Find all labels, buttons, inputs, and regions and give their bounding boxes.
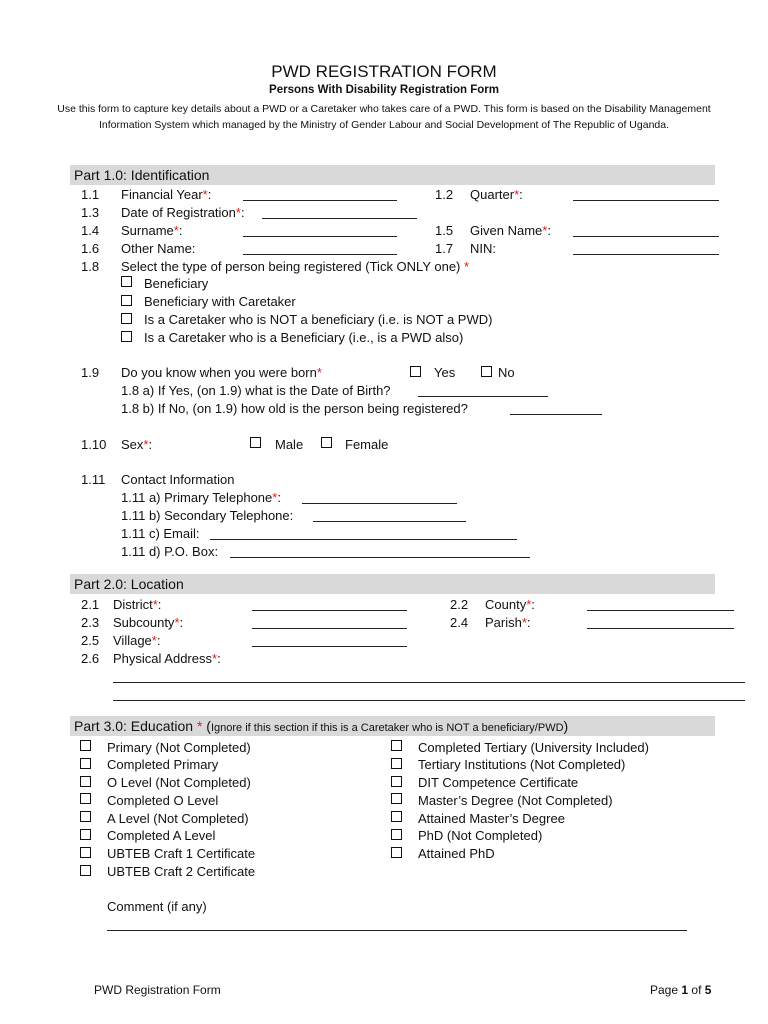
age-label: 1.8 b) If No, (on 1.9) how old is the person being registered? <box>121 401 468 416</box>
field-number: 1.4 <box>81 223 100 238</box>
field-number: 2.6 <box>81 651 100 666</box>
checkbox[interactable] <box>80 829 91 840</box>
checkbox[interactable] <box>80 865 91 876</box>
sex-label: Sex*: <box>121 437 153 452</box>
financial-year-label: Financial Year*: <box>121 187 212 202</box>
county-label: County*: <box>485 597 535 612</box>
parish-label: Parish*: <box>485 615 531 630</box>
checkbox[interactable] <box>121 313 132 324</box>
dob-label: 1.8 a) If Yes, (on 1.9) what is the Date of Birth? <box>121 383 391 398</box>
other-name-label: Other Name: <box>121 241 196 256</box>
checkbox[interactable] <box>80 776 91 787</box>
financial-year-field[interactable] <box>243 188 397 201</box>
physical-address-field[interactable] <box>113 688 745 701</box>
district-field[interactable] <box>252 598 407 611</box>
person-type-option: Beneficiary with Caretaker <box>144 294 296 309</box>
comment-field[interactable] <box>107 918 687 931</box>
education-option: DIT Competence Certificate <box>418 775 579 790</box>
male-label: Male <box>275 437 304 452</box>
yes-label: Yes <box>434 365 456 380</box>
comment-label: Comment (if any) <box>107 899 207 914</box>
dob-field[interactable] <box>418 384 548 397</box>
registration-date-field[interactable] <box>262 206 417 219</box>
person-type-option: Beneficiary <box>144 276 209 291</box>
form-subtitle: Persons With Disability Registration Form <box>269 84 499 96</box>
field-number: 2.3 <box>81 615 100 630</box>
section-bar-location <box>70 574 715 594</box>
village-label: Village*: <box>113 633 161 648</box>
field-number: 1.5 <box>435 223 454 238</box>
section-title-location: Part 2.0: Location <box>74 576 184 592</box>
field-number: 1.3 <box>81 205 100 220</box>
primary-phone-field[interactable] <box>302 491 457 504</box>
po-box-field[interactable] <box>230 545 530 558</box>
education-option: O Level (Not Completed) <box>107 775 251 790</box>
checkbox[interactable] <box>391 847 402 858</box>
education-option: Attained PhD <box>418 846 495 861</box>
secondary-phone-field[interactable] <box>313 509 466 522</box>
education-option: PhD (Not Completed) <box>418 828 543 843</box>
know-birth-label: Do you know when you were born* <box>121 365 322 380</box>
field-number: 1.2 <box>435 187 454 202</box>
education-option: Completed A Level <box>107 828 216 843</box>
education-option: UBTEB Craft 1 Certificate <box>107 846 256 861</box>
checkbox[interactable] <box>121 295 132 306</box>
female-label: Female <box>345 437 389 452</box>
field-number: 1.6 <box>81 241 100 256</box>
education-option: Attained Master’s Degree <box>418 811 565 826</box>
field-number: 2.4 <box>450 615 469 630</box>
checkbox[interactable] <box>391 829 402 840</box>
education-option: A Level (Not Completed) <box>107 811 249 826</box>
education-option: Completed Primary <box>107 757 219 772</box>
education-option: Tertiary Institutions (Not Completed) <box>418 757 626 772</box>
section-bar-identification <box>70 165 715 185</box>
checkbox[interactable] <box>80 811 91 822</box>
checkbox[interactable] <box>391 776 402 787</box>
surname-field[interactable] <box>243 224 397 237</box>
po-box-label: 1.11 d) P.O. Box: <box>121 544 219 559</box>
age-field[interactable] <box>510 402 602 415</box>
section-note: Ignore if this section if this is a Caretaker who is NOT a beneficiary/PWD <box>210 722 564 734</box>
parish-field[interactable] <box>587 616 734 629</box>
checkbox[interactable] <box>80 847 91 858</box>
quarter-field[interactable] <box>573 188 719 201</box>
no-checkbox[interactable] <box>481 366 492 377</box>
section-title-identification: Part 1.0: Identification <box>74 167 210 183</box>
subcounty-label: Subcounty*: <box>113 615 184 630</box>
primary-phone-label: 1.11 a) Primary Telephone*: <box>121 490 281 505</box>
surname-label: Surname*: <box>121 223 183 238</box>
nin-field[interactable] <box>573 242 719 255</box>
form-intro: Use this form to capture key details about a PWD or a Caretaker who takes care of a PWD. This form is based on the Disability Management Information System which managed by the Ministry of Gender Labour and Social Development of The Republic of Uganda. <box>57 103 711 131</box>
other-name-field[interactable] <box>243 242 397 255</box>
no-label: No <box>498 365 515 380</box>
county-field[interactable] <box>587 598 734 611</box>
secondary-phone-label: 1.11 b) Secondary Telephone: <box>121 508 294 523</box>
registration-date-label: Date of Registration*: <box>121 205 245 220</box>
person-type-label: Select the type of person being registered (Tick ONLY one) * <box>121 259 470 274</box>
education-option: Master’s Degree (Not Completed) <box>418 793 613 808</box>
subcounty-field[interactable] <box>252 616 407 629</box>
education-option: Primary (Not Completed) <box>107 740 251 755</box>
checkbox[interactable] <box>121 276 132 287</box>
given-name-label: Given Name*: <box>470 223 551 238</box>
physical-address-label: Physical Address*: <box>113 651 221 666</box>
checkbox[interactable] <box>391 740 402 751</box>
checkbox[interactable] <box>80 740 91 751</box>
nin-label: NIN: <box>470 241 496 256</box>
field-number: 2.1 <box>81 597 100 612</box>
quarter-label: Quarter*: <box>470 187 523 202</box>
checkbox[interactable] <box>121 331 132 342</box>
checkbox[interactable] <box>391 793 402 804</box>
person-type-option: Is a Caretaker who is a Beneficiary (i.e., is a PWD also) <box>144 330 464 345</box>
email-field[interactable] <box>210 527 517 540</box>
physical-address-field[interactable] <box>113 670 745 683</box>
section-bar-education <box>70 716 715 736</box>
person-type-option: Is a Caretaker who is NOT a beneficiary (i.e. is NOT a PWD) <box>144 312 493 327</box>
education-option: Completed Tertiary (University Included) <box>418 740 649 755</box>
field-number: 1.11 <box>81 472 106 487</box>
yes-checkbox[interactable] <box>410 366 421 377</box>
education-option: Completed O Level <box>107 793 219 808</box>
checkbox[interactable] <box>80 793 91 804</box>
contact-info-label: Contact Information <box>121 472 235 487</box>
district-label: District*: <box>113 597 162 612</box>
village-field[interactable] <box>252 634 407 647</box>
email-label: 1.11 c) Email: <box>121 526 200 541</box>
footer-title: PWD Registration Form <box>94 983 221 997</box>
checkbox[interactable] <box>391 811 402 822</box>
form-title: PWD REGISTRATION FORM <box>271 62 497 81</box>
field-number: 1.10 <box>81 437 107 452</box>
field-number: 1.1 <box>81 187 100 202</box>
given-name-field[interactable] <box>573 224 719 237</box>
field-number: 2.5 <box>81 633 100 648</box>
female-checkbox[interactable] <box>321 437 332 448</box>
field-number: 1.7 <box>435 241 454 256</box>
checkbox[interactable] <box>80 758 91 769</box>
field-number: 1.9 <box>81 365 100 380</box>
field-number: 2.2 <box>450 597 469 612</box>
education-option: UBTEB Craft 2 Certificate <box>107 864 256 879</box>
page-indicator: Page 1 of 5 <box>650 983 712 997</box>
checkbox[interactable] <box>391 758 402 769</box>
section-title-education: Part 3.0: Education * (Ignore if this section if this is a Caretaker who is NOT a beneficiary/PWD) <box>74 718 569 734</box>
field-number: 1.8 <box>81 259 100 274</box>
male-checkbox[interactable] <box>250 437 261 448</box>
